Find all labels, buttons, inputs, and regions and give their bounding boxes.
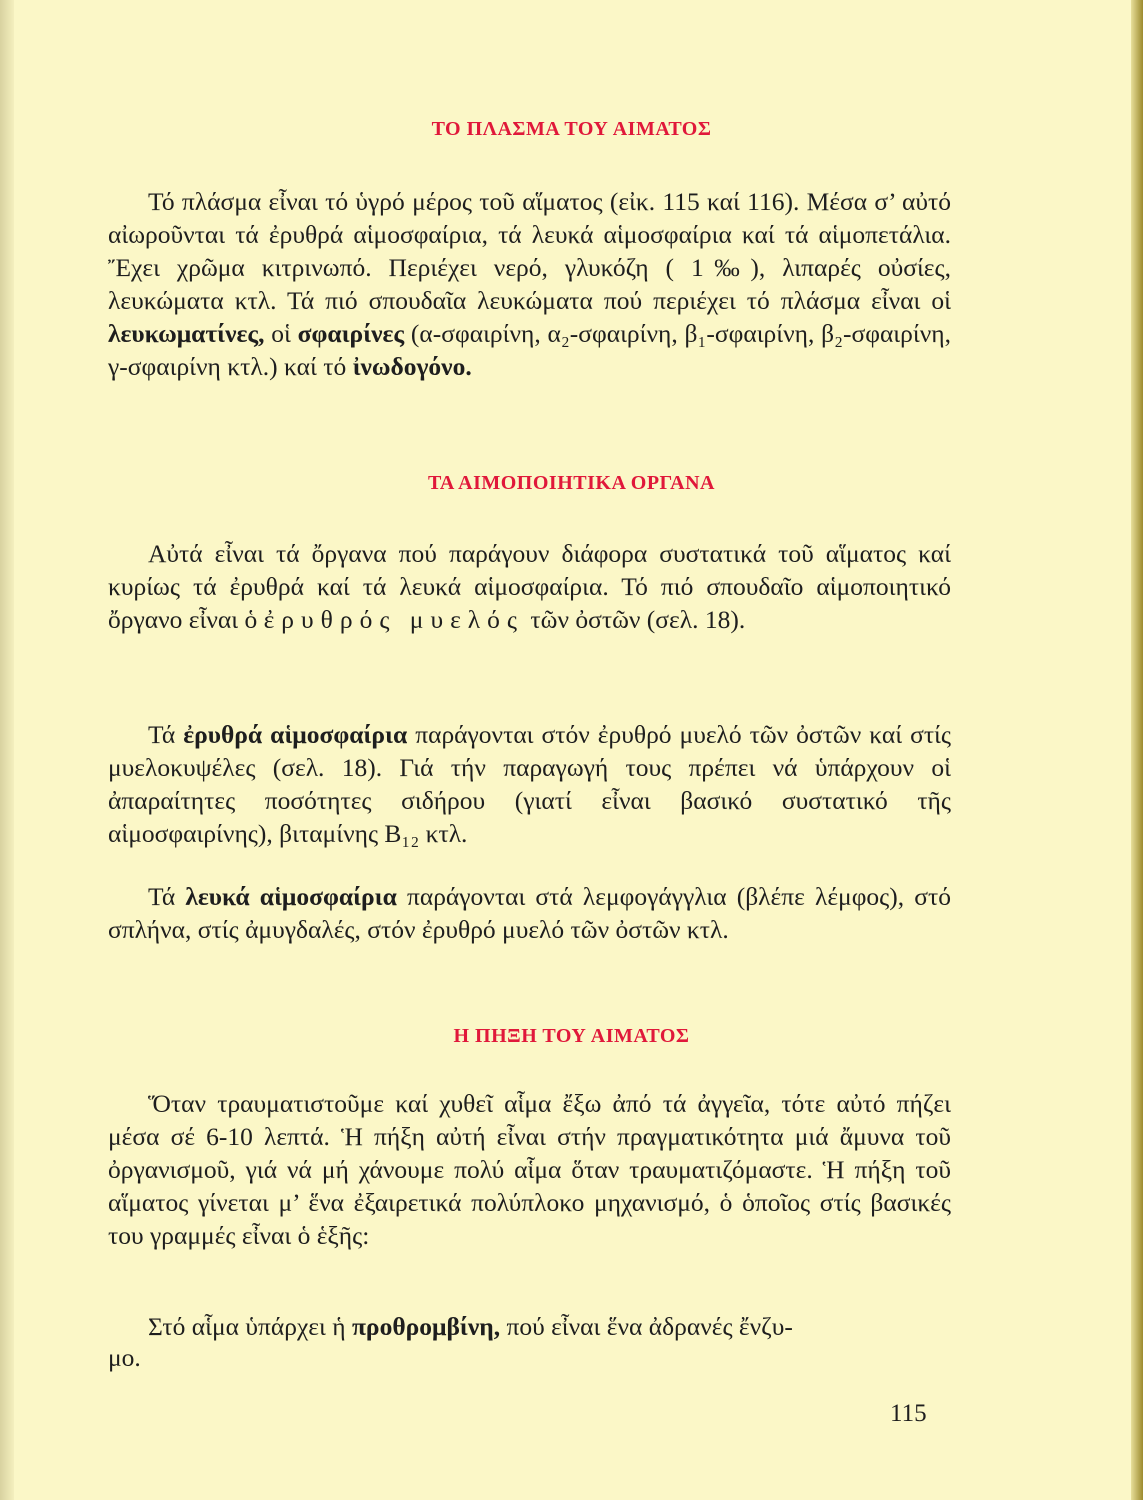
- page-left-edge: [0, 0, 14, 1500]
- paragraph-organs-intro: [108, 537, 951, 636]
- paragraph-red-cells: [108, 718, 951, 850]
- white-cells-text-2: παράγονται στά λεμφογάγγλια (βλέπε λέμφος), στό σπλήνα, στίς ἀμυγδαλές, στόν ἐρυθρό μυελό τῶν ὀστῶν κτλ.: [108, 882, 952, 944]
- term-red-cells: ἐρυθρά αἱμοσφαίρια: [183, 720, 408, 749]
- prothrombin-text-1: Στό αἷμα ὑπάρχει ἡ: [148, 1312, 346, 1341]
- term-prothrombin: προθρομβίνη,: [351, 1312, 501, 1341]
- prothrombin-text-2: πού εἶναι ἕνα ἀδρανές ἔνζυ-: [506, 1312, 793, 1341]
- term-leukomatines: λευκωματίνες,: [108, 319, 265, 348]
- paragraph-clotting: [108, 1087, 951, 1252]
- paragraph-prothrombin: [108, 1310, 951, 1343]
- term-inodogono: ἰνωδογόνο.: [352, 352, 472, 381]
- organs-text-1: Αὐτά εἶναι τά ὄργανα πού παράγουν διάφορα συστατικά τοῦ αἵματος καί κυρίως τά ἐρυθρά καί τά λευκά αἱμοσφαίρια. Τό πιό σπουδαῖο αἱμοποιητικό ὄργανο εἶναι ὁ: [108, 539, 951, 634]
- page-number: 115: [890, 1400, 927, 1427]
- term-erythros-myelos: ἐρυθρός μυελός: [263, 605, 525, 634]
- paragraph-plasma: [108, 185, 951, 383]
- heading-organs: ΤΑ ΑΙΜΟΠΟΙΗΤΙΚΑ ΟΡΓΑΝΑ: [428, 472, 715, 494]
- red-cells-text-2: παράγονται στόν ἐρυθρό μυελό τῶν ὀστῶν καί στίς μυελοκυψέλες (σελ. 18). Γιά τήν παραγωγή τους πρέπει νά ὑπάρχουν οἱ ἀπαραίτητες ποσότητες σιδήρου (γιατί εἶναι βασικό συστατικό τῆς αἱμοσφαιρίνης), βιταμίνης B₁₂ κτλ.: [108, 720, 952, 848]
- term-sfairines: σφαιρίνες: [297, 319, 405, 348]
- plasma-text-2: οἱ: [271, 319, 291, 348]
- paragraph-white-cells: [108, 880, 951, 946]
- white-cells-text-1: Τά: [148, 882, 176, 911]
- heading-clotting: Η ΠΗΞΗ ΤΟΥ ΑΙΜΑΤΟΣ: [453, 1025, 690, 1047]
- plasma-text-1: Τό πλάσμα εἶναι τό ὑγρό μέρος τοῦ αἵματος (εἰκ. 115 καί 116). Μέσα σ’ αὐτό αἰωροῦνται τά ἐρυθρά αἱμοσφαίρια, τά λευκά αἱμοσφαίρια καί τά αἱμοπετάλια. Ἔχει χρῶμα κιτρινωπό. Περιέχει νερό, γλυκόζη ( 1‰), λιπαρές οὐσίες, λευκώματα κτλ. Τά πιό σπουδαῖα λευκώματα πού περιέχει τό πλάσμα εἶναι οἱ: [108, 187, 951, 315]
- clotting-text: Ὅταν τραυματιστοῦμε καί χυθεῖ αἷμα ἔξω ἀπό τά ἀγγεῖα, τότε αὐτό πήζει μέσα σέ 6-10 λεπτά. Ἡ πήξη αὐτή εἶναι στήν πραγματικότητα μιά ἄμυνα τοῦ ὀργανισμοῦ, γιά νά μή χάνουμε πολύ αἷμα ὅταν τραυματιζόμαστε. Ἡ πήξη τοῦ αἵματος γίνεται μ’ ἕνα ἐξαιρετικά πολύπλοκο μηχανισμό, ὁ ὁποῖος στίς βασικές του γραμμές εἶναι ὁ ἑξῆς:: [108, 1089, 951, 1250]
- red-cells-text-1: Τά: [148, 720, 176, 749]
- plasma-text-3: (α-σφαιρίνη, α₂-σφαιρίνη, β₁-σφαιρίνη, β₂-σφαιρίνη, γ-σφαιρίνη κτλ.) καί τό: [108, 319, 951, 381]
- term-white-cells: λευκά αἱμοσφαίρια: [185, 882, 397, 911]
- prothrombin-line-end: μο.: [108, 1343, 141, 1372]
- heading-plasma: ΤΟ ΠΛΑΣΜΑ ΤΟΥ ΑΙΜΑΤΟΣ: [431, 118, 712, 140]
- organs-text-2: τῶν ὀστῶν (σελ. 18).: [530, 605, 746, 634]
- page-right-edge: [1131, 0, 1143, 1500]
